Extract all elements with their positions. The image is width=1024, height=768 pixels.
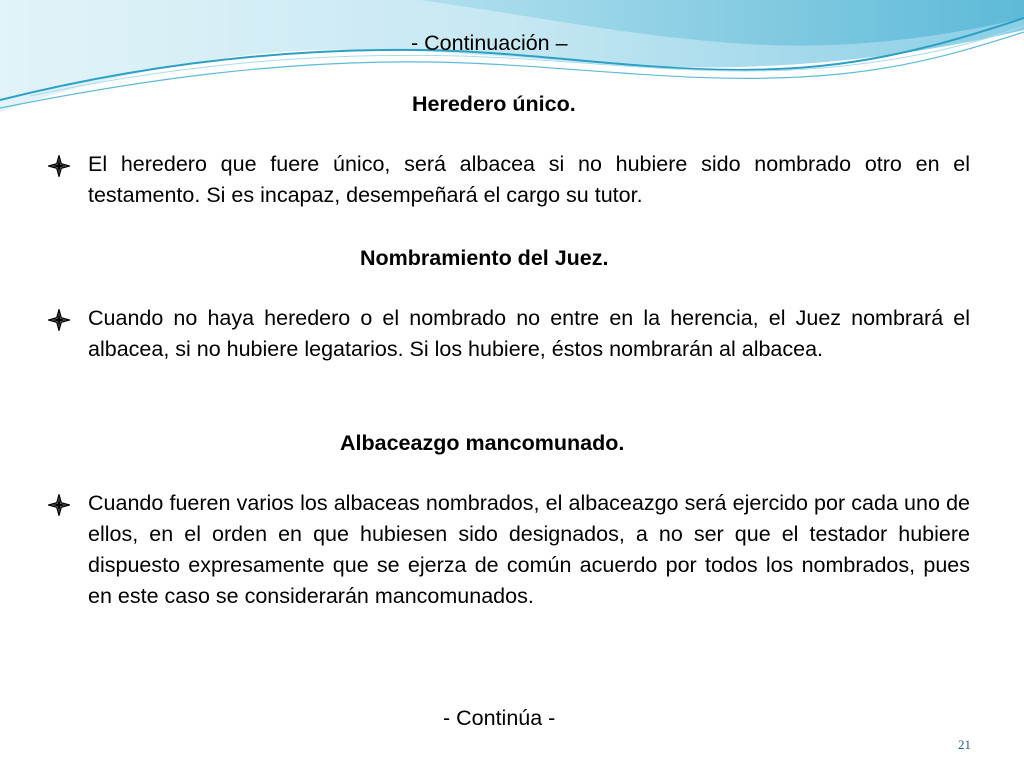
paragraph-text: Cuando no haya heredero o el nombrado no entre en la herencia, el Juez nombrará el albacea, si no hubiere legatarios. Si los hubiere, éstos nombrarán al albacea.	[88, 306, 970, 361]
section-heading-nombramiento-juez: Nombramiento del Juez.	[360, 246, 609, 270]
section-heading-heredero-unico: Heredero único.	[412, 92, 576, 116]
diamond-bullet-icon	[48, 309, 70, 331]
slide-subtitle: - Continuación –	[411, 31, 568, 55]
diamond-bullet-icon	[48, 155, 70, 177]
diamond-bullet-icon	[48, 494, 70, 516]
section-heading-albaceazgo-mancomunado: Albaceazgo mancomunado.	[340, 431, 625, 455]
page-number: 21	[958, 737, 971, 752]
paragraph-text: Cuando fueren varios los albaceas nombrados, el albaceazgo será ejercido por cada uno de ellos, en el orden en que hubiesen sido designados, a no ser que el testador hubiere dispuesto expresamente que se ejerza de común acuerdo por todos los nombrados, pues en este caso se considerarán mancomunados.	[88, 491, 970, 608]
paragraph-text: El heredero que fuere único, será albacea si no hubiere sido nombrado otro en el testamento. Si es incapaz, desempeñará el cargo su tutor.	[88, 152, 970, 207]
slide-footer-continua: - Continúa -	[443, 706, 556, 730]
